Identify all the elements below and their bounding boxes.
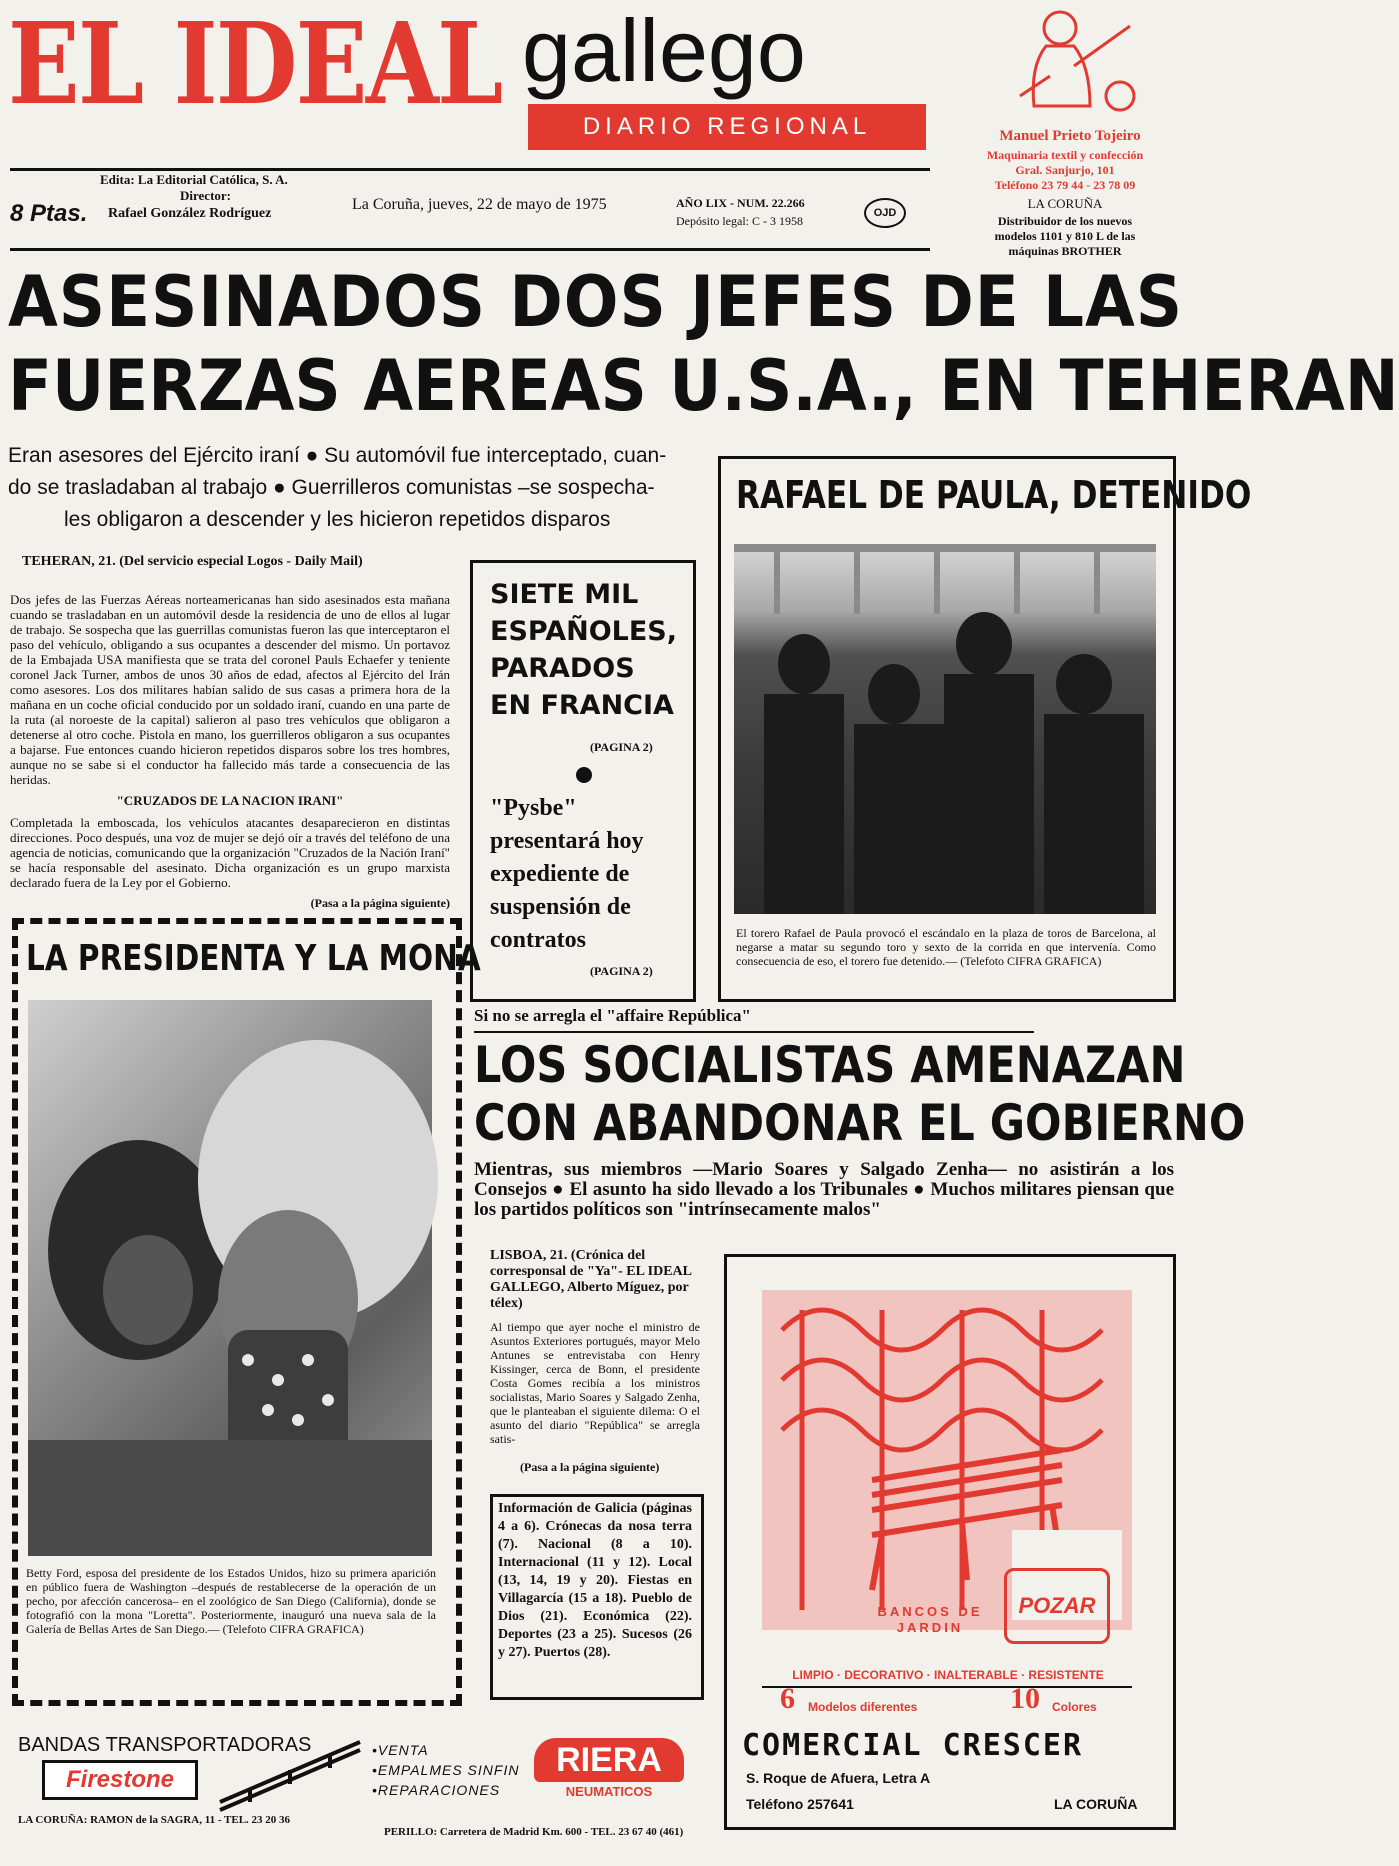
lead-headline-2: FUERZAS AEREAS U.S.A., EN TEHERAN xyxy=(8,345,1399,427)
socialistas-headline-2: CON ABANDONAR EL GOBIERNO xyxy=(474,1094,1246,1152)
paula-photo-figures xyxy=(734,544,1156,914)
paula-photo xyxy=(734,544,1156,914)
siete-mil-headline: SIETE MIL ESPAÑOLES, PARADOS EN FRANCIA xyxy=(490,579,677,721)
crescer-address: S. Roque de Afuera, Letra A xyxy=(746,1770,931,1786)
date-line: La Coruña, jueves, 22 de mayo de 1975 xyxy=(352,196,607,213)
corner-ad-dist3: máquinas BROTHER xyxy=(1008,244,1122,258)
deposito-legal: Depósito legal: C - 3 1958 xyxy=(676,214,803,228)
presidenta-caption: Betty Ford, esposa del presidente de los Estados Unidos, hizo su primera aparición en público fuera de Washington –después de restablecerse de la operación de un pecho, por afección cancerosa– en el zoológico de San Diego (California), donde se fotografió con la mona "Loretta". Posteriormente, inauguró una nueva sala de la Galería de Bellas Artes de San Diego.— (Telefoto CIFRA GRAFICA) xyxy=(26,1566,436,1636)
corner-ad-city: LA CORUÑA xyxy=(1027,196,1103,211)
crescer-company: COMERCIAL CRESCER xyxy=(742,1728,1084,1763)
riera-neumaticos: NEUMATICOS xyxy=(565,1784,653,1799)
corner-ad-name: Manuel Prieto Tojeiro xyxy=(999,128,1141,144)
num-colores-label: Colores xyxy=(1052,1700,1097,1714)
year-number: AÑO LIX - NUM. 22.266 xyxy=(676,196,805,210)
paula-caption: El torero Rafael de Paula provocó el escándalo en la plaza de toros de Barcelona, al negarse a matar su segundo toro y sexto de la corrida en que intervenía. Como consecuencia de eso, el torero fue detenido.— (Telefoto CIFRA GRAFICA) xyxy=(736,926,1156,968)
crescer-attrs: LIMPIO · DECORATIVO · INALTERABLE · RESISTENTE xyxy=(792,1668,1104,1682)
price: 8 Ptas. xyxy=(10,200,88,227)
socialistas-body: Al tiempo que ayer noche el ministro de Asuntos Exteriores portugués, mayor Melo Antunes se entrevistaba con Henry Kissinger, cerca de Bonn, el presidente Costa Gomes recibía a los ministros socialistas, Mario Soares y Salgado Zenha, que le planteaban el siguiente dilema: O el asunto del diario "República" se arregla satis- xyxy=(490,1320,700,1446)
paula-headline: RAFAEL DE PAULA, DETENIDO xyxy=(736,473,1252,517)
lead-subhead-2: do se trasladaban al trabajo ● Guerrilleros comunistas –se sospecha- xyxy=(8,476,655,499)
corner-ad-dist2: modelos 1101 y 810 L de las xyxy=(994,229,1136,243)
siete-mil-page: (PAGINA 2) xyxy=(590,740,653,754)
lead-headline-1: ASESINADOS DOS JEFES DE LAS xyxy=(8,261,1184,343)
bandas-address-perillo: PERILLO: Carretera de Madrid Km. 600 - TEL. 23 67 40 (461) xyxy=(384,1826,684,1838)
pozar-logo: POZAR xyxy=(1004,1568,1110,1644)
pysbe-story: "Pysbe" presentará hoy expediente de suspensión de contratos xyxy=(490,795,644,953)
bandas-title: BANDAS TRANSPORTADORAS xyxy=(18,1734,312,1756)
lead-dateline: TEHERAN, 21. (Del servicio especial Logos - Daily Mail) xyxy=(22,554,363,569)
socialistas-headline-1: LOS SOCIALISTAS AMENAZAN xyxy=(474,1036,1186,1094)
conveyor-illustration xyxy=(210,1732,370,1812)
edita-value: La Editorial Católica, S. A. xyxy=(137,172,288,187)
socialistas-subhead: Mientras, sus miembros —Mario Soares y Salgado Zenha— no asistirán a los Consejos ● El asunto ha sido llevado a los Tribunales ● Muchos militares piensan que los partidos políticos son "intrínsecamente malos" xyxy=(474,1159,1174,1220)
crescer-attrs-rule xyxy=(762,1686,1132,1688)
bandas-venta: •VENTA xyxy=(372,1742,429,1758)
masthead-title-red: EL IDEAL xyxy=(8,0,502,130)
edita-label: Edita: xyxy=(100,172,135,187)
firestone-logo: Firestone xyxy=(42,1760,198,1800)
riera-logo: RIERA xyxy=(534,1738,684,1782)
edita-line xyxy=(100,172,288,188)
socialistas-dateline: LISBOA, 21. (Crónica del corresponsal de "Ya"- EL IDEAL GALLEGO, Alberto Míguez, por télex) xyxy=(490,1248,692,1311)
masthead-title-black: gallego xyxy=(522,1,806,100)
lead-body-text-2: Completada la emboscada, los vehículos atacantes desaparecieron en distintas direcciones. Poco después, una voz de mujer se dejó oír a través del teléfono de una agencia de noticias, comunicando que la organización "Cruzados de la Nación Iraní" se hacía responsable del asesinato. Dicha organización es un grupo marxista declarado fuera de la Ley por el Gobierno. xyxy=(10,815,450,890)
lead-subhead-1: Eran asesores del Ejército iraní ● Su automóvil fue interceptado, cuan- xyxy=(8,444,667,467)
num-modelos-label: Modelos diferentes xyxy=(808,1700,918,1714)
bullet-dot xyxy=(576,767,592,783)
lead-subhead-3: les obligaron a descender y les hicieron repetidos disparos xyxy=(64,508,611,531)
presidenta-headline: LA PRESIDENTA Y LA MONA xyxy=(26,938,481,979)
dateline-rule xyxy=(10,248,930,251)
kicker-rule xyxy=(474,1031,1034,1033)
crescer-city: LA CORUÑA xyxy=(1054,1796,1138,1812)
corner-ad-line1: Maquinaria textil y confección xyxy=(986,148,1144,162)
index-text: Información de Galicia (páginas 4 a 6). Crónecas da nosa terra (7). Nacional (8 a 10). Internacional (11 y 12). Local (13, 14, 19 y 20). Fiestas en Villagarcía (15 a 18). Pueblo de Dios (21). Económica (22). Deportes (23 a 25). Sucesos (26 y 27). Puertos (28). xyxy=(498,1501,692,1660)
spinning-woman-illustration xyxy=(990,6,1140,126)
lead-body xyxy=(10,592,450,911)
corner-ad-line3: Teléfono 23 79 44 - 23 78 09 xyxy=(994,178,1136,192)
bandas-reparaciones: •REPARACIONES xyxy=(372,1782,501,1798)
crescer-phone: Teléfono 257641 xyxy=(746,1796,854,1812)
pysbe-page: (PAGINA 2) xyxy=(590,964,653,978)
director-label: Director: xyxy=(180,188,232,203)
presidenta-photo xyxy=(28,1000,432,1556)
director-value: Rafael González Rodríguez xyxy=(108,206,272,221)
ojd-badge: OJD xyxy=(864,198,906,228)
masthead-rule xyxy=(10,168,930,171)
lead-crosshead: "CRUZADOS DE LA NACION IRANI" xyxy=(116,793,344,808)
masthead-subtitle: DIARIO REGIONAL xyxy=(528,104,926,150)
lead-jump: (Pasa a la página siguiente) xyxy=(310,896,450,910)
num-colores: 10 xyxy=(1010,1682,1040,1715)
corner-ad-dist1: Distribuidor de los nuevos xyxy=(997,214,1133,228)
bandas-address-coruna: LA CORUÑA: RAMON de la SAGRA, 11 - TEL. 23 20 36 xyxy=(18,1814,291,1826)
bandas-empalmes: •EMPALMES SINFIN xyxy=(372,1762,520,1778)
bancos-label: BANCOS DE JARDIN xyxy=(877,1604,983,1635)
num-modelos: 6 xyxy=(780,1682,795,1715)
socialistas-jump: (Pasa a la página siguiente) xyxy=(520,1460,660,1474)
presidenta-photo-figures xyxy=(28,1000,432,1556)
socialistas-kicker: Si no se arregla el "affaire República" xyxy=(474,1006,751,1025)
corner-ad-line2: Gral. Sanjurjo, 101 xyxy=(1015,163,1115,177)
lead-body-text: Dos jefes de las Fuerzas Aéreas norteamericanas han sido asesinados esta mañana cuando se trasladaban en un automóvil desde la residencia de uno de ellos al lugar de trabajo. Se sospecha que las guerrillas comunistas fueron las que interceptaron el paso del vehículo, obligando a sus ocupantes a descender del mismo. Un portavoz de la Embajada USA manifiesta que se trata del coronel Pauls Echaefer y teniente coronel Jack Turner, ambos de unos 30 años de edad, afectos al Ejército del Irán como asesores. Los dos militares habían salido de sus casas a primera hora de la mañana en un coche oficial conducido por un soldado iraní, cuando en una parte de la ruta (al noroeste de la capital) salieron al paso tres vehículos que obligaron a detenerse al otro coche. Pistola en mano, los guerrilleros obligaron a sus ocupantes a bajarse. Fue entonces cuando hicieron repetidos disparos sobre los tres hombres, aunque no se sabe si el conductor ha fallecido más tarde a consecuencia de las heridas. xyxy=(10,592,450,787)
